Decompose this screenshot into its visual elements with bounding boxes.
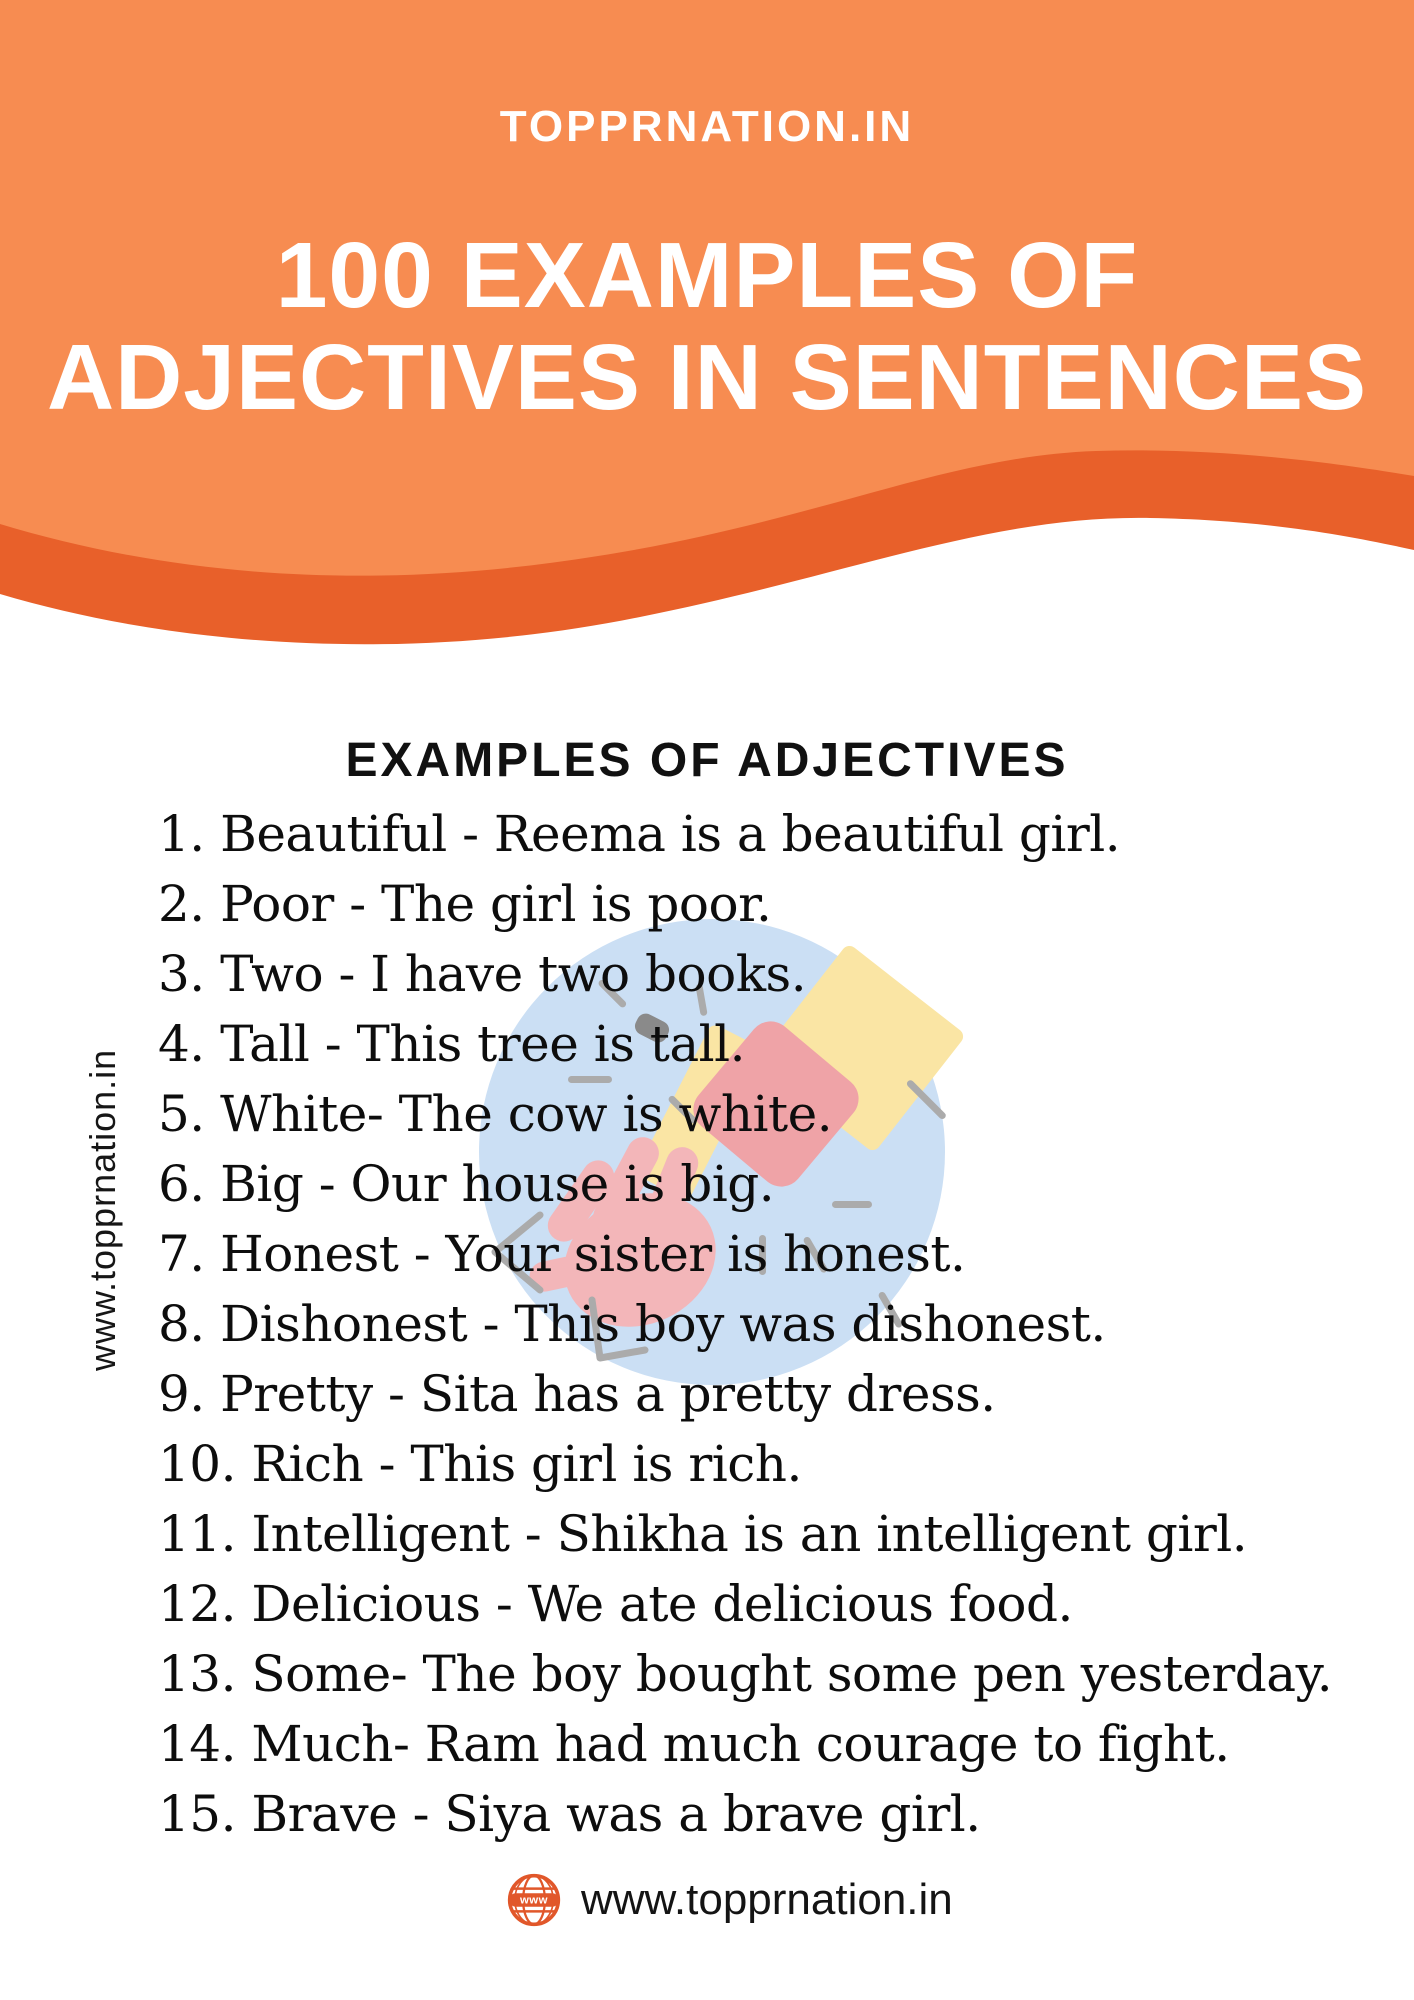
footer-url: www.topprnation.in [581, 1875, 953, 1924]
example-item: 5. White- The cow is white. [158, 1085, 833, 1143]
example-item: 1. Beautiful - Reema is a beautiful girl. [158, 805, 1121, 863]
globe-www-label: www [519, 1894, 549, 1907]
examples-list [158, 799, 1403, 1849]
globe-www-icon [505, 1871, 563, 1929]
site-name: TOPPRNATION.IN [499, 102, 915, 151]
example-item: 6. Big - Our house is big. [158, 1155, 775, 1213]
example-item: 3. Two - I have two books. [158, 945, 807, 1003]
page-title-line2: ADJECTIVES IN SENTENCES [46, 325, 1368, 429]
example-item: 7. Honest - Your sister is honest. [158, 1225, 966, 1283]
page-title [0, 224, 1414, 428]
example-item: 12. Delicious - We ate delicious food. [158, 1575, 1073, 1633]
example-item: 8. Dishonest - This boy was dishonest. [158, 1295, 1106, 1353]
example-item: 2. Poor - The girl is poor. [158, 875, 772, 933]
example-item: 9. Pretty - Sita has a pretty dress. [158, 1365, 996, 1423]
page-title-line1: 100 EXAMPLES OF [275, 223, 1139, 327]
footer [505, 1871, 953, 1929]
example-item: 13. Some- The boy bought some pen yesterday. [158, 1645, 1333, 1703]
section-heading: EXAMPLES OF ADJECTIVES [345, 734, 1069, 787]
example-item: 11. Intelligent - Shikha is an intelligent girl. [158, 1505, 1248, 1563]
sidebar-watermark-url: www.topprnation.in [82, 1048, 123, 1371]
example-item: 4. Tall - This tree is tall. [158, 1015, 746, 1073]
example-item: 15. Brave - Siya was a brave girl. [158, 1785, 981, 1843]
example-item: 14. Much- Ram had much courage to fight. [158, 1715, 1230, 1773]
example-item: 10. Rich - This girl is rich. [158, 1435, 802, 1493]
